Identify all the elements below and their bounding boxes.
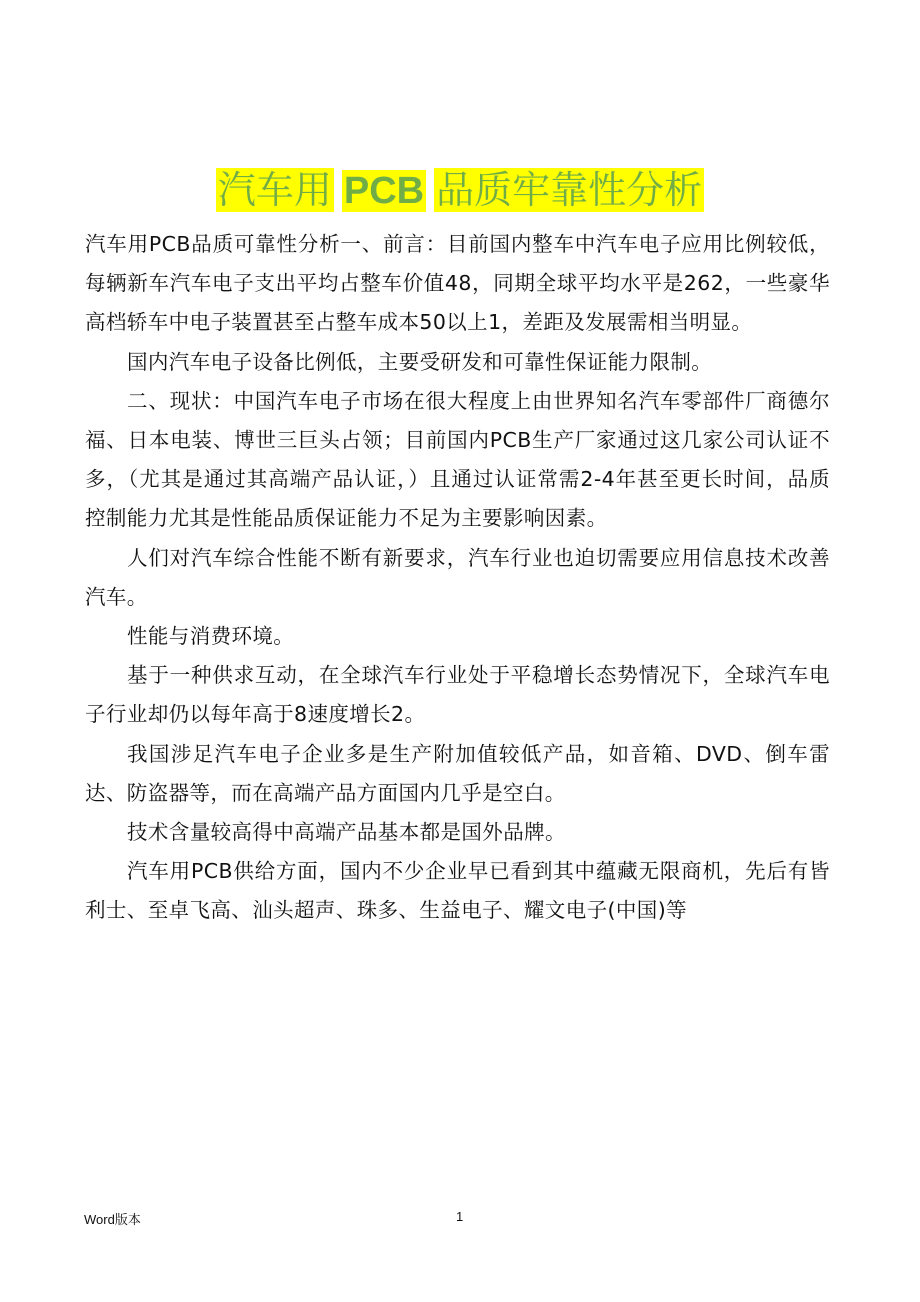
paragraph-9: 汽车用PCB供给方面，国内不少企业早已看到其中蕴藏无限商机，先后有皆利士、至卓飞高、汕头超声、珠多、生益电子、耀文电子(中国)等 [85, 859, 830, 923]
title-part-3: 品质牢靠性分析 [436, 168, 703, 213]
document-title [0, 165, 920, 216]
paragraph-5: 性能与消费环境。 [127, 624, 295, 649]
page-footer [84, 1209, 844, 1229]
paragraph-4: 人们对汽车综合性能不断有新要求，汽车行业也迫切需要应用信息技术改善汽车。 [85, 545, 830, 609]
title-part-2: PCB [343, 170, 425, 213]
footer-version-label: Word版本 [84, 1212, 141, 1227]
document-body [85, 225, 830, 931]
footer-page-number: 1 [456, 1209, 464, 1224]
paragraph-7: 我国涉足汽车电子企业多是生产附加值较低产品，如音箱、DVD、倒车雷达、防盗器等，而在高端产品方面国内几乎是空白。 [85, 741, 830, 805]
paragraph-6: 基于一种供求互动，在全球汽车行业处于平稳增长态势情况下，全球汽车电子行业却仍以每年高于8速度增长2。 [85, 663, 830, 727]
paragraph-8: 技术含量较高得中高端产品基本都是国外品牌。 [127, 820, 566, 845]
paragraph-2: 国内汽车电子设备比例低，主要受研发和可靠性保证能力限制。 [127, 349, 713, 374]
paragraph-3: 二、现状：中国汽车电子市场在很大程度上由世界知名汽车零部件厂商德尔福、日本电装、博世三巨头占领；目前国内PCB生产厂家通过这几家公司认证不多，（尤其是通过其高端产品认证，）且通过认证常需2-4年甚至更长时间，品质控制能力尤其是性能品质保证能力不足为主要影响因素。 [85, 388, 830, 531]
paragraph-1: 汽车用PCB品质可靠性分析一、前言：目前国内整车中汽车电子应用比例较低，每辆新车汽车电子支出平均占整车价值48，同期全球平均水平是262，一些豪华高档轿车中电子装置甚至占整车成本50以上1，差距及发展需相当明显。 [85, 232, 830, 335]
title-part-1: 汽车用 [217, 168, 332, 213]
